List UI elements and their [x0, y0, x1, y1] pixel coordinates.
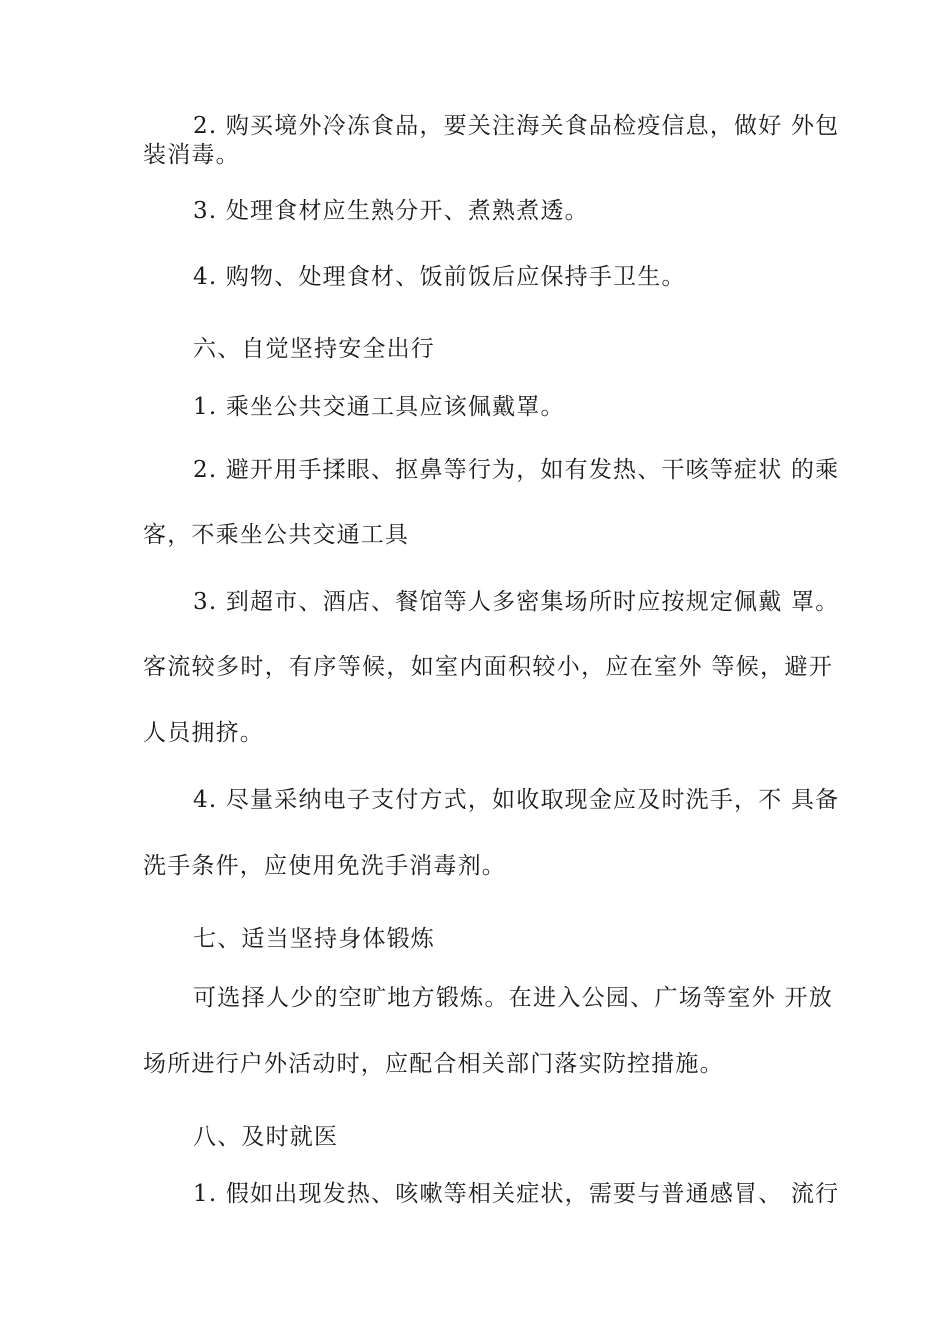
paragraph-line: 2. 购买境外冷冻食品，要关注海关食品检疫信息，做好 外包 [193, 113, 840, 139]
section-heading: 六、自觉坚持安全出行 [193, 336, 435, 362]
paragraph-line: 客流较多时，有序等候，如室内面积较小，应在室外 等候，避开 [143, 654, 833, 680]
paragraph-line: 2. 避开用手揉眼、抠鼻等行为，如有发热、干咳等症状 的乘 [193, 457, 840, 483]
paragraph-line: 客，不乘坐公共交通工具 [143, 522, 410, 548]
paragraph-line: 装消毒。 [143, 142, 240, 168]
paragraph-line: 人员拥挤。 [143, 720, 264, 746]
paragraph-line: 4. 尽量采纳电子支付方式，如收取现金应及时洗手，不 具备 [193, 787, 840, 813]
paragraph-line: 洗手条件，应使用免洗手消毒剂。 [143, 853, 506, 879]
paragraph-line: 3. 到超市、酒店、餐馆等人多密集场所时应按规定佩戴 罩。 [193, 589, 840, 615]
paragraph-line: 1. 乘坐公共交通工具应该佩戴罩。 [193, 394, 565, 420]
paragraph-line: 1. 假如出现发热、咳嗽等相关症状，需要与普通感冒、 流行 [193, 1181, 840, 1207]
paragraph-line: 4. 购物、处理食材、饭前饭后应保持手卫生。 [193, 264, 686, 290]
paragraph-line: 场所进行户外活动时，应配合相关部门落实防控措施。 [143, 1051, 724, 1077]
section-heading: 八、及时就医 [193, 1124, 339, 1150]
paragraph-line: 3. 处理食材应生熟分开、煮熟煮透。 [193, 198, 589, 224]
paragraph-line: 可选择人少的空旷地方锻炼。在进入公园、广场等室外 开放 [193, 985, 833, 1011]
section-heading: 七、适当坚持身体锻炼 [193, 926, 435, 952]
